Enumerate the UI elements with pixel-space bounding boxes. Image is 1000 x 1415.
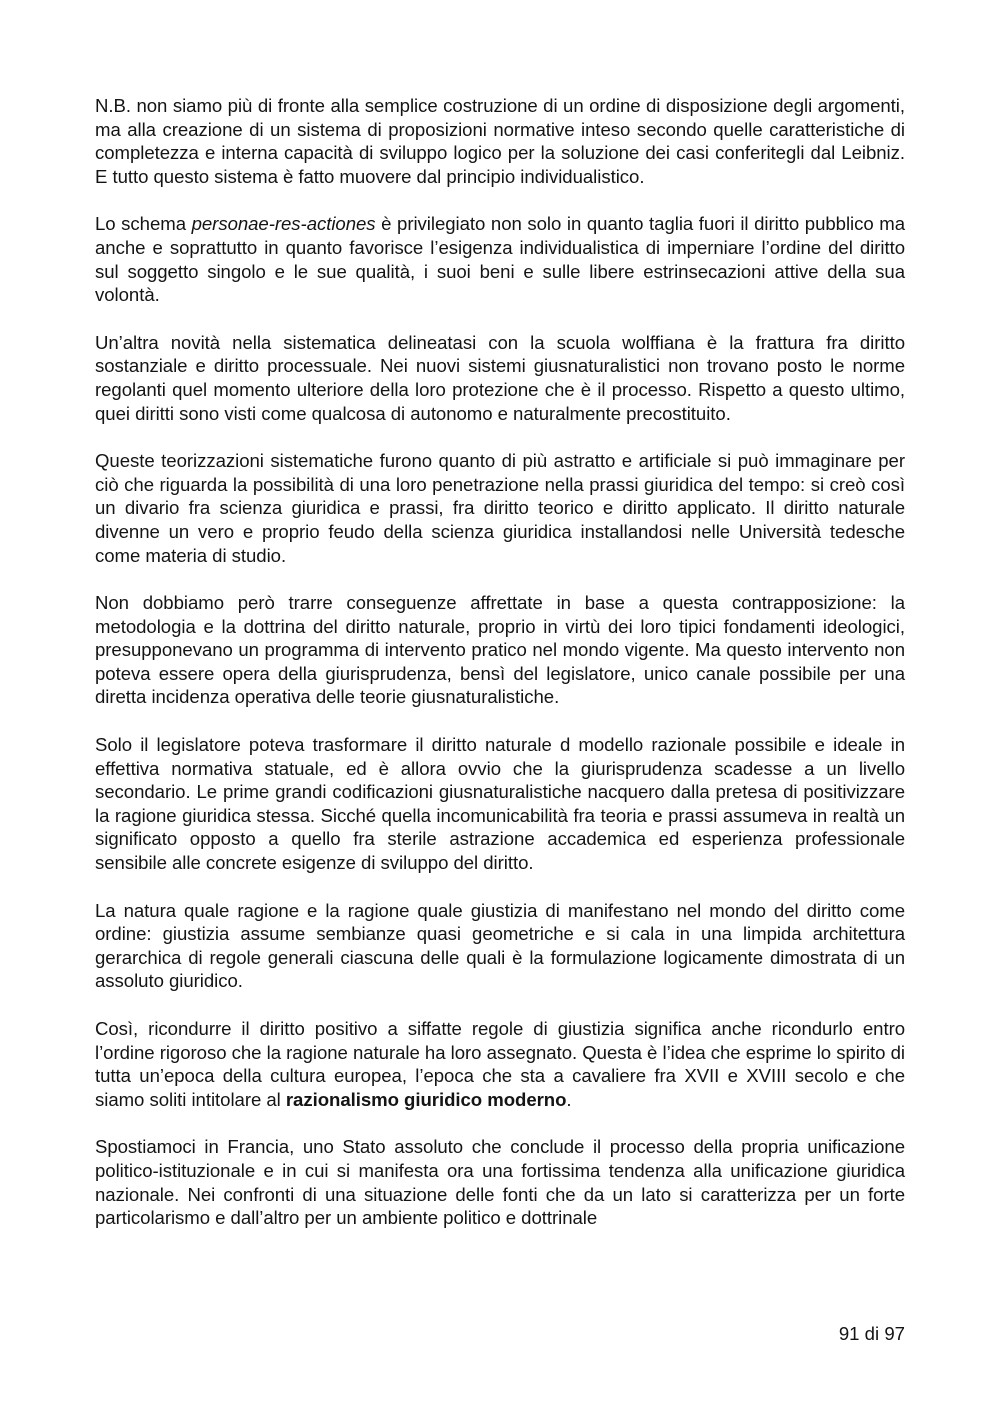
paragraph-nb-sistema: N.B. non siamo più di fronte alla semplice costruzione di un ordine di disposizione degli argomenti, ma alla creazione di un sistema di proposizioni normative inteso secondo quelle caratteristiche di completezza e interna capacità di sviluppo logico per la soluzione dei casi conferitegli dal Leibniz. E tutto questo sistema è fatto muovere dal principio individualistico. [95,95,905,187]
paragraph-natura-ragione: La natura quale ragione e la ragione quale giustizia di manifestano nel mondo del diritto come ordine: giustizia assume sembianze quasi geometriche e si cala in una limpida architettura gerarchica di regole generali ciascuna delle quali è la formulazione logicamente dimostrata di un assoluto giuridico. [95,899,905,992]
paragraph-schema-personae [95,212,905,306]
paragraph-text-after: . [566,1088,572,1110]
paragraph-francia: Spostiamoci in Francia, uno Stato assoluto che conclude il processo della propria unificazione politico-istituzionale e in cui si manifesta ora una fortissima tendenza alla unificazione giuridica nazionale. Nei confronti di una situazione delle fonti che da un lato si caratterizza per un forte particolarismo e dall’altro per un ambiente politico e dottrinale [95,1136,905,1229]
italic-term: personae-res-actiones [191,213,376,235]
paragraph-text-before: Così, ricondurre il diritto positivo a siffatte regole di giustizia significa anche ricondurlo entro l’ordine rigoroso che la ragione naturale ha loro assegnato. Questa è l’idea che esprime lo spirito di tutta un’epoca della cultura europea, l’epoca che sta a cavaliere fra XVII e XVIII secolo e che siamo soliti intitolare al [95,1018,905,1110]
paragraph-text-after: è privilegiato non solo in quanto taglia fuori il diritto pubblico ma anche e soprattutto in quanto favorisce l’esigenza individualistica di imperniare l’ordine del diritto sul soggetto singolo e le sue qualità, i suoi beni e sulle libere estrinsecazioni attive della sua volontà. [95,213,905,306]
paragraph-scuola-wolffiana: Un’altra novità nella sistematica delineatasi con la scuola wolffiana è la frattura fra diritto sostanziale e diritto processuale. Nei nuovi sistemi giusnaturalistici non trovano posto le norme regolanti quel momento ulteriore della loro protezione che è il processo. Rispetto a questo ultimo, quei diritti sono visti come qualcosa di autonomo e naturalmente precostituito. [95,331,905,424]
paragraph-text-before: Lo schema [95,213,192,235]
paragraph-legislatore: Solo il legislatore poteva trasformare il diritto naturale d modello razionale possibile e ideale in effettiva normativa statuale, ed è allora ovvio che la giurisprudenza scadesse a un livello secondario. Le prime grandi codificazioni giusnaturalistiche nacquero dalla pretesa di positivizzare la ragione giuridica stessa. Sicché quella incomunicabilità fra teoria e prassi assumeva in realtà un significato opposto a quello fra sterile astrazione accademica ed esperienza professionale sensibile alle concrete esigenze di sviluppo del diritto. [95,734,905,874]
paragraph-teorizzazioni: Queste teorizzazioni sistematiche furono quanto di più astratto e artificiale si può immaginare per ciò che riguarda la possibilità di una loro penetrazione nella prassi giuridica del tempo: si creò così un divario fra scienza giuridica e prassi, fra diritto teorico e diritto applicato. Il diritto naturale divenne un vero e proprio feudo della scienza giuridica installandosi nelle Università tedesche come materia di studio. [95,450,905,566]
bold-term: razionalismo giuridico moderno [285,1088,567,1110]
document-page [95,94,905,1254]
page-number: 91 di 97 [838,1323,905,1344]
paragraph-razionalismo [95,1017,905,1111]
paragraph-contrapposizione: Non dobbiamo però trarre conseguenze affrettate in base a questa contrapposizione: la metodologia e la dottrina del diritto naturale, proprio in virtù dei loro tipici fondamenti ideologici, presupponevano un programma di intervento pratico nel mondo vigente. Ma questo intervento non poteva essere opera della giurisprudenza, bensì del legislatore, unico canale possibile per una diretta incidenza operativa delle teorie giusnaturalistiche. [95,592,905,708]
